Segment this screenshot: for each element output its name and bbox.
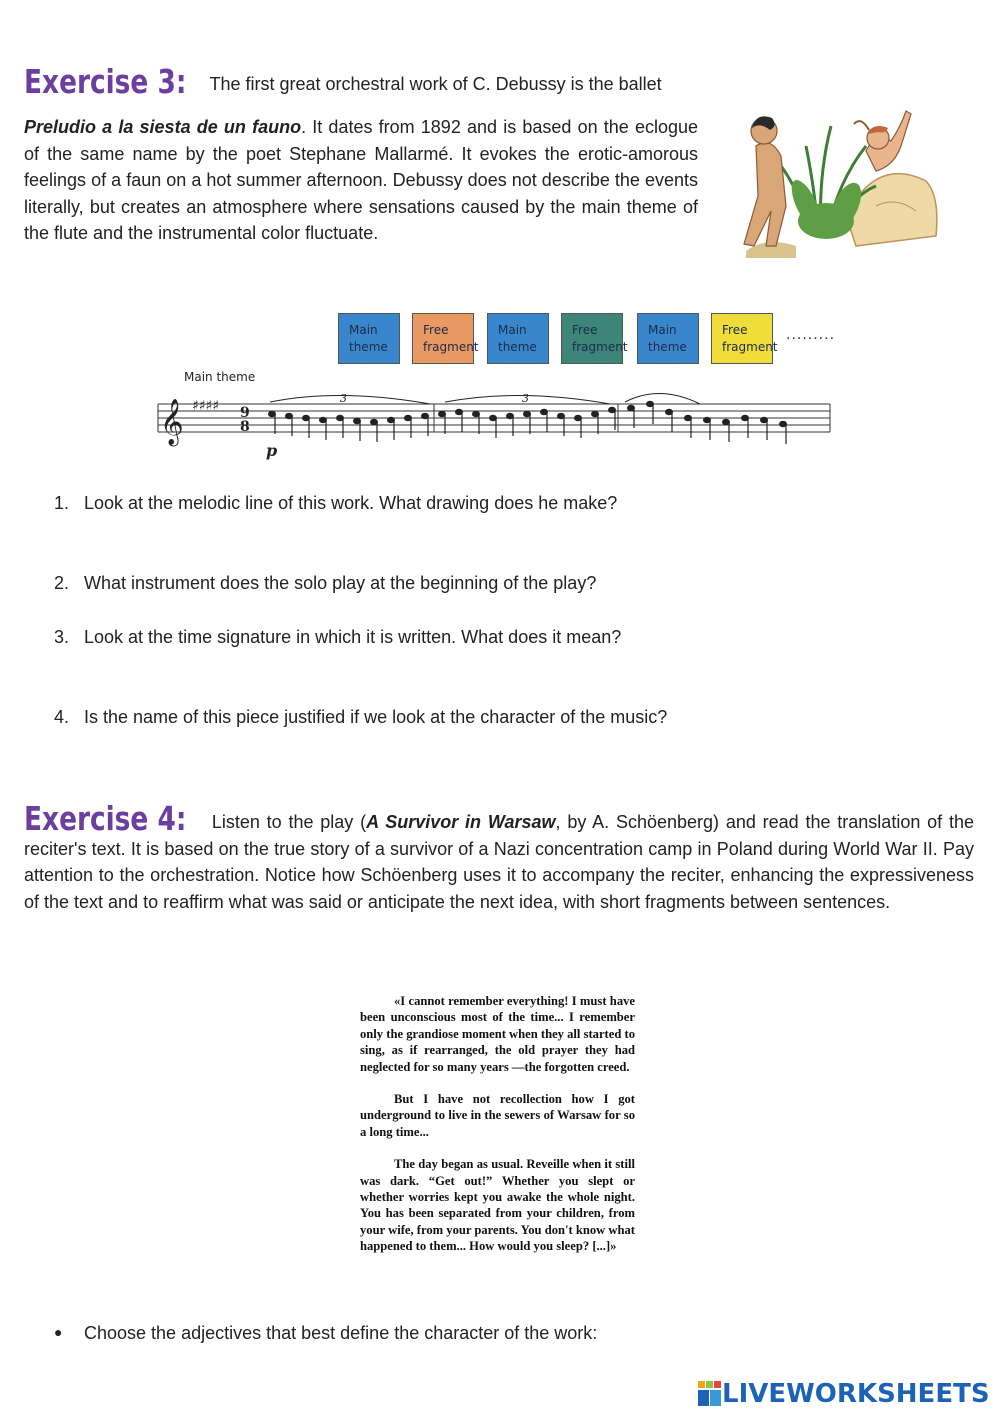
- question-1: 1. Look at the melodic line of this work. What drawing does he make?: [54, 493, 618, 513]
- note-head: [388, 417, 395, 422]
- note-head: [422, 413, 429, 418]
- note-head: [524, 411, 531, 416]
- exercise-4-paragraph: [24, 799, 974, 915]
- question-4: 4. Is the name of this piece justified if we look at the character of the music?: [54, 707, 668, 727]
- form-box-free-fragment-3: Free fragment: [711, 313, 773, 364]
- exercise-4-heading: Exercise 4:: [24, 799, 187, 838]
- exercise-4-intro-after: , by A. Schöenberg) and read the translation of the reciter's text. It is based on the true story of a survivor of a Nazi concentration camp in Poland during World War II. Pay attention to the orchestration. Notice how Schöenberg uses it to accompany the reciter, enhancing the expressiveness of the text and to reaffirm what was said or anticipate the next idea, with short fragments between sentences.: [24, 812, 974, 912]
- note-head: [286, 413, 293, 418]
- note-head: [628, 405, 635, 410]
- note-head: [320, 417, 327, 422]
- note-head: [666, 409, 673, 414]
- svg-text:𝄞: 𝄞: [160, 399, 184, 445]
- liveworksheets-logo: [698, 1378, 990, 1410]
- note-head: [490, 415, 497, 420]
- quote-paragraph-1: «I cannot remember everything! I must have been unconscious most of the time... I remember only the grandiose moment when they all started to sing, as if rearranged, the old prayer they had neglected for so many years —the forgotten creed.: [360, 994, 635, 1074]
- note-head: [354, 418, 361, 423]
- exercise-4-intro-before: Listen to the play (: [211, 812, 367, 832]
- note-head: [456, 409, 463, 414]
- tuplet-mark-1: 3: [340, 392, 347, 405]
- note-head: [558, 413, 565, 418]
- exercise-3-title: Preludio a la siesta de un fauno: [24, 117, 302, 137]
- note-head: [473, 411, 480, 416]
- adjectives-bullet: ● Choose the adjectives that best define the character of the work:: [54, 1323, 598, 1343]
- note-head: [337, 415, 344, 420]
- bullet-dot: ●: [54, 1324, 63, 1340]
- form-box-main-theme-3: Main theme: [637, 313, 699, 364]
- note-head: [439, 411, 446, 416]
- form-box-main-theme-2: Main theme: [487, 313, 549, 364]
- exercise-3-intro: The first great orchestral work of C. Debussy is the ballet: [209, 74, 662, 94]
- note-head: [541, 409, 548, 414]
- liveworksheets-logo-icon: [698, 1381, 722, 1407]
- quote-paragraph-2: But I have not recollection how I got underground to live in the sewers of Warsaw for so a long time...: [360, 1092, 635, 1139]
- reciter-quote: [360, 993, 635, 1271]
- exercise-4-title: A Survivor in Warsaw: [366, 812, 556, 832]
- note-head: [269, 411, 276, 416]
- time-signature-bottom: 8: [240, 419, 250, 435]
- form-box-free-fragment-2: Free fragment: [561, 313, 623, 364]
- liveworksheets-logo-text: LIVEWORKSHEETS: [722, 1379, 990, 1409]
- question-2: 2. What instrument does the solo play at the beginning of the play?: [54, 573, 597, 593]
- exercise-3-body: . It dates from 1892 and is based on the eclogue of the same name by the poet Stephane Mallarmé. It evokes the erotic-amorous feelings of a faun on a hot summer afternoon. Debussy does not describe the events literally, but creates an atmosphere where sensations caused by the main theme of the flute and the instrumental color fluctuate.: [24, 117, 699, 244]
- note-head: [780, 421, 787, 426]
- exercise-3-heading-line: [24, 62, 700, 101]
- note-head: [685, 415, 692, 420]
- note-head: [303, 415, 310, 420]
- dynamic-mark: p: [266, 441, 278, 460]
- time-signature-top: 9: [240, 405, 250, 421]
- note-head: [742, 415, 749, 420]
- note-head: [704, 417, 711, 422]
- exercise-3-paragraph: [24, 114, 698, 247]
- note-head: [575, 415, 582, 420]
- note-head: [507, 413, 514, 418]
- note-head: [761, 417, 768, 422]
- note-head: [592, 411, 599, 416]
- note-head: [647, 401, 654, 406]
- note-head: [405, 415, 412, 420]
- form-box-free-fragment-1: Free fragment: [412, 313, 474, 364]
- note-head: [371, 419, 378, 424]
- score-label: Main theme: [184, 370, 256, 384]
- exercise-3-heading: Exercise 3:: [24, 62, 187, 101]
- svg-text:♯♯♯♯: ♯♯♯♯: [192, 398, 220, 414]
- tuplet-mark-2: 3: [522, 392, 529, 405]
- quote-paragraph-3: The day began as usual. Reveille when it still was dark. “Get out!” Whether you slept or whether worries kept you awake the whole night. You has been separated from your children, from your wife, from your parents. You don't know what happened to them... How would you sleep? [...]»: [360, 1157, 635, 1254]
- note-head: [609, 407, 616, 412]
- faun-illustration: [726, 86, 940, 258]
- form-ellipsis: .........: [786, 326, 836, 343]
- form-box-main-theme-1: Main theme: [338, 313, 400, 364]
- music-score: [140, 370, 840, 465]
- note-head: [723, 419, 730, 424]
- question-3: 3. Look at the time signature in which it is written. What does it mean?: [54, 627, 622, 647]
